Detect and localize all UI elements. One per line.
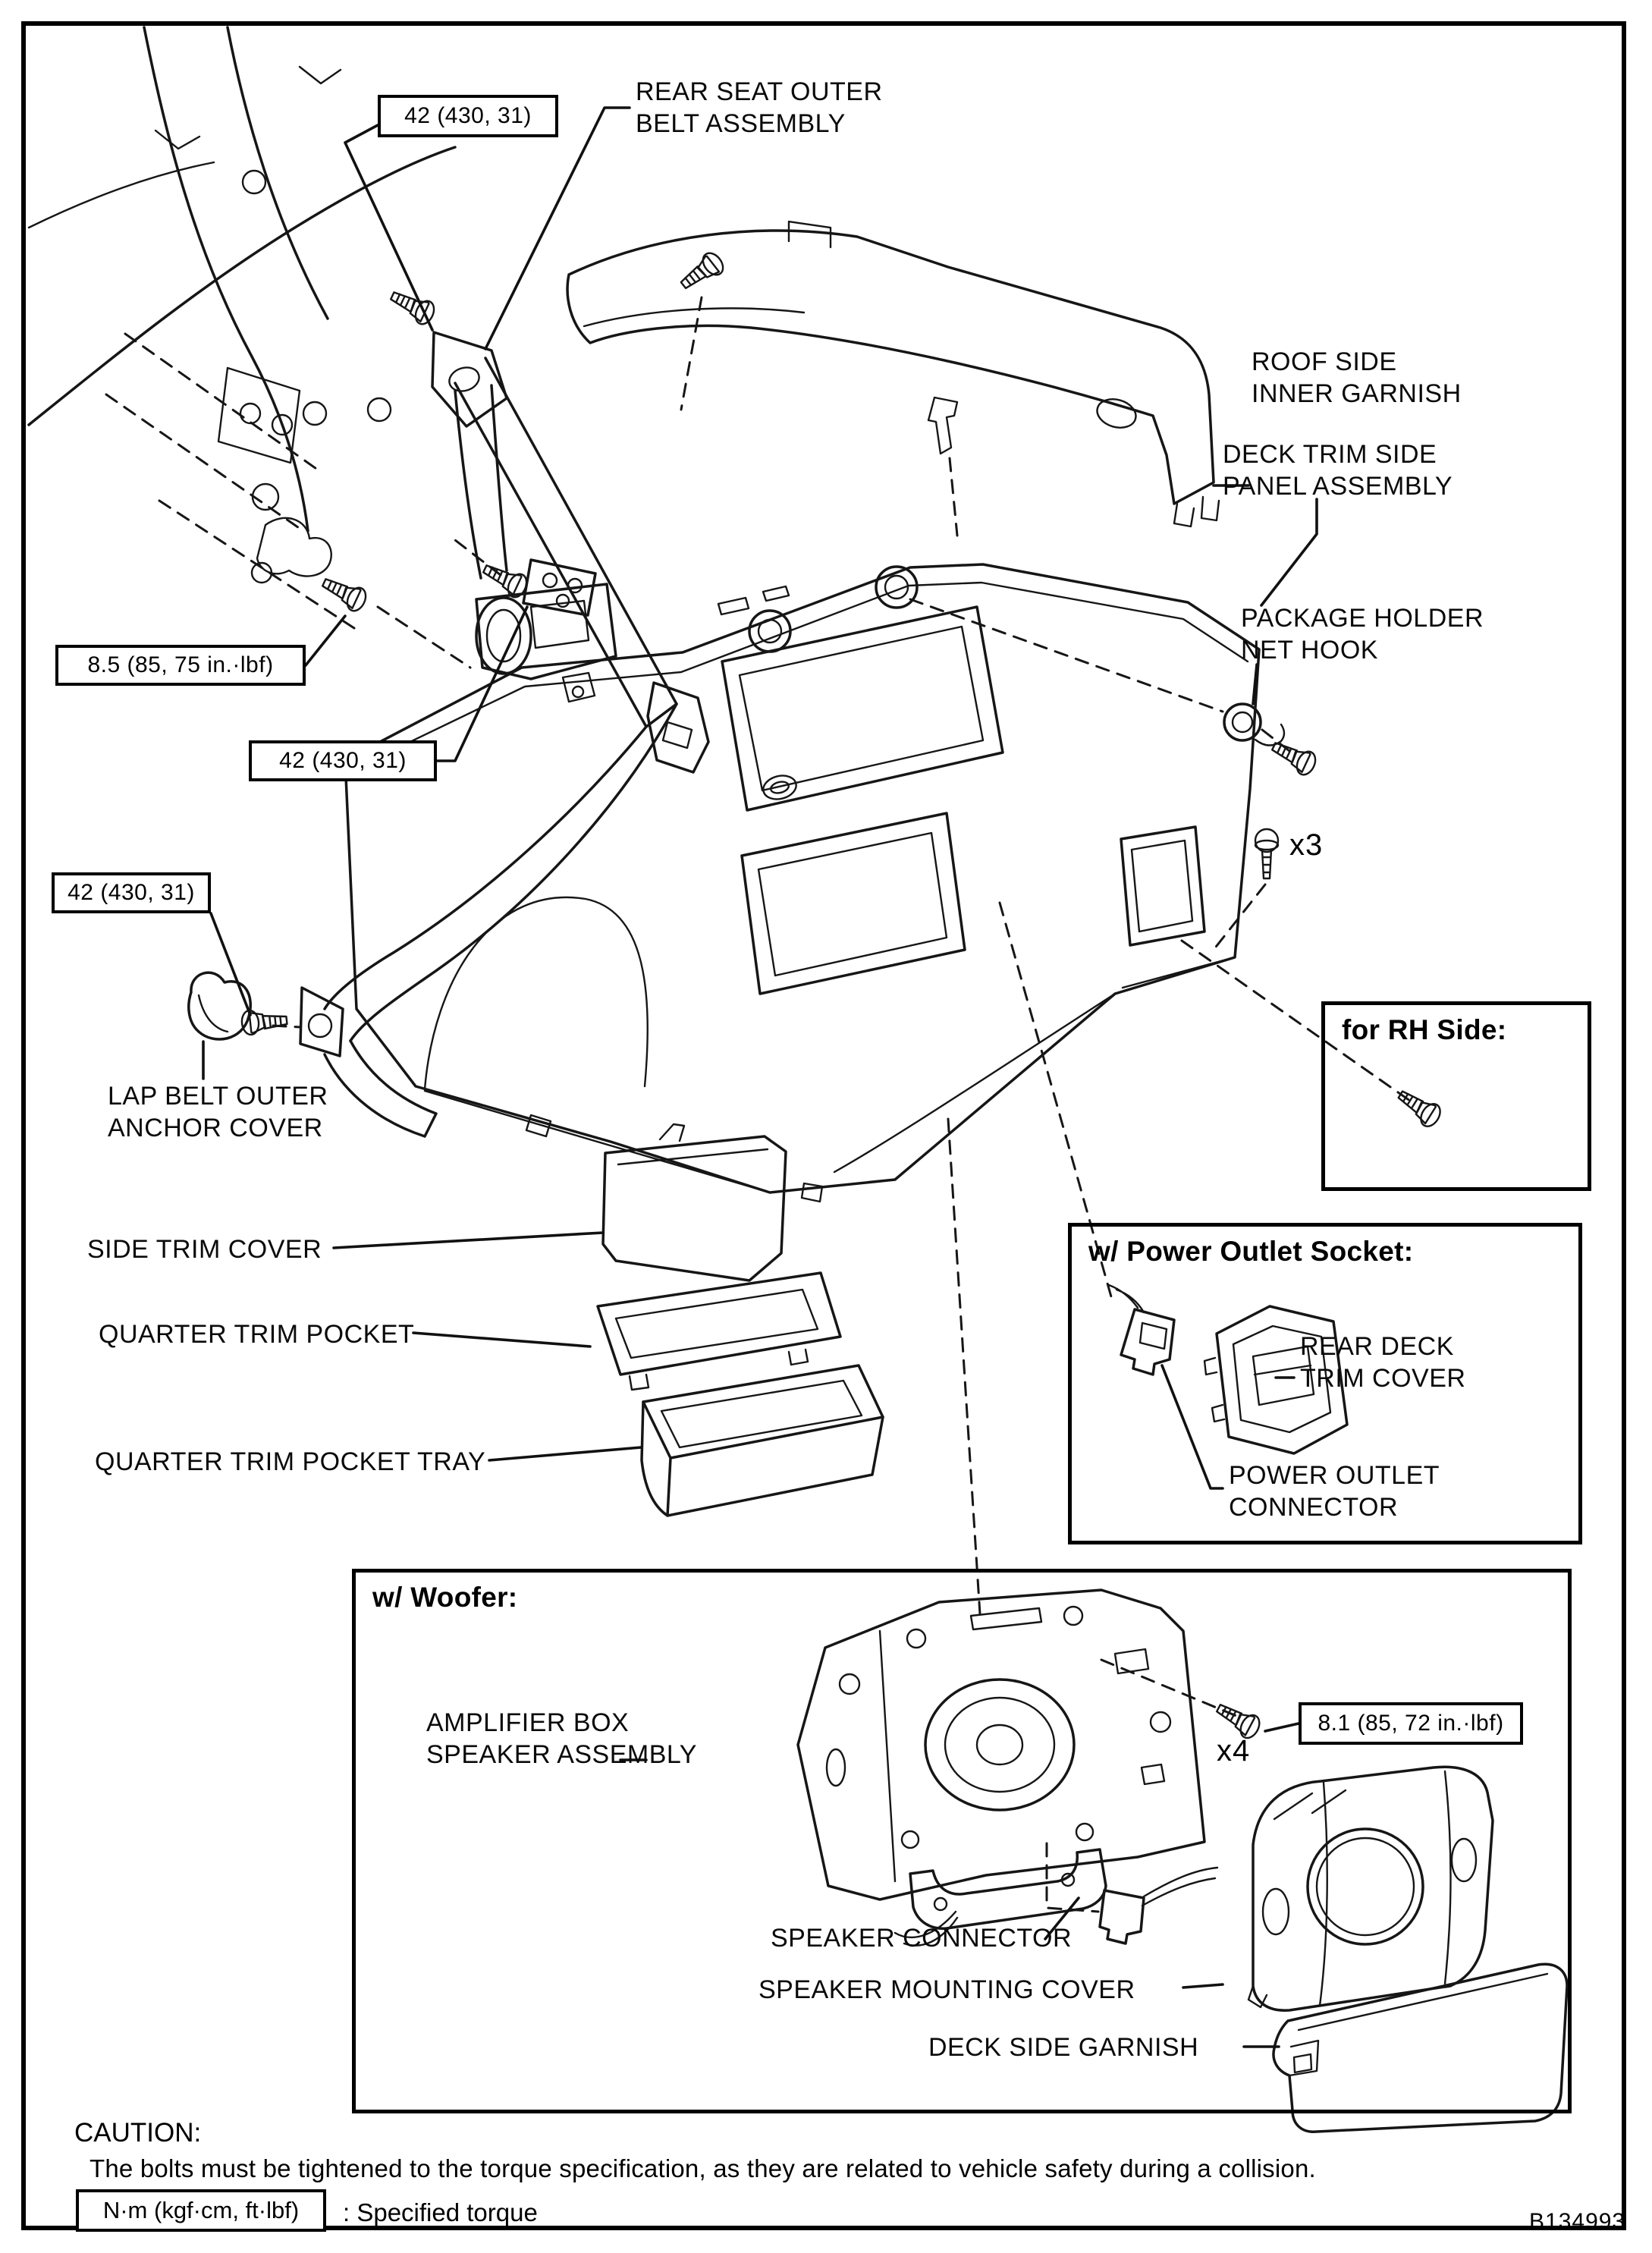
label-rear-deck-trim-cover: REAR DECK TRIM COVER xyxy=(1300,1332,1466,1394)
figure-code: B134993 xyxy=(1529,2209,1626,2234)
bolt-icon xyxy=(479,559,530,600)
inset-rh-side xyxy=(1321,1001,1591,1191)
clip-icon xyxy=(928,397,957,454)
label-speaker-mounting-cover: SPEAKER MOUNTING COVER xyxy=(758,1975,1135,2004)
bolt-icon xyxy=(677,250,727,297)
caution-title: CAUTION: xyxy=(74,2118,202,2148)
inset-woofer-title: w/ Woofer: xyxy=(372,1582,518,1613)
label-side-trim-cover: SIDE TRIM COVER xyxy=(87,1235,322,1264)
torque-box-retractor: 42 (430, 31) xyxy=(249,740,437,781)
bolt-icon xyxy=(1268,737,1319,778)
torque-box-lap-anchor: 42 (430, 31) xyxy=(52,872,211,913)
count-net-hook-screws: x3 xyxy=(1289,828,1324,862)
torque-box-small-screw: 8.5 (85, 75 in.·lbf) xyxy=(55,645,306,686)
screw-icon xyxy=(1255,829,1278,878)
label-roof-side-inner-garnish: ROOF SIDE INNER GARNISH xyxy=(1252,347,1462,409)
dashed-leader-woofer xyxy=(948,1119,980,1614)
count-woofer-bolts: x4 xyxy=(1217,1734,1251,1768)
quarter-trim-pocket-tray-part xyxy=(642,1365,883,1516)
label-power-outlet-connector: POWER OUTLET CONNECTOR xyxy=(1229,1461,1440,1522)
torque-legend-meaning: : Specified torque xyxy=(343,2198,538,2226)
roof-side-inner-garnish-part xyxy=(567,222,1219,536)
label-quarter-trim-pocket: QUARTER TRIM POCKET xyxy=(99,1320,415,1349)
rear-seat-outer-belt-assembly xyxy=(189,286,708,1136)
torque-box-woofer-bolt: 8.1 (85, 72 in.·lbf) xyxy=(1299,1702,1523,1745)
bolt-icon xyxy=(387,286,438,327)
label-package-holder-net-hook: PACKAGE HOLDER NET HOOK xyxy=(1241,604,1484,665)
label-deck-side-garnish: DECK SIDE GARNISH xyxy=(928,2033,1199,2062)
torque-box-belt-anchor-top: 42 (430, 31) xyxy=(378,95,558,137)
label-rear-seat-outer-belt: REAR SEAT OUTER BELT ASSEMBLY xyxy=(636,77,883,139)
inset-power-outlet-title: w/ Power Outlet Socket: xyxy=(1088,1236,1414,1267)
caution-body: The bolts must be tightened to the torque specification, as they are related to vehicle safety during a collision. xyxy=(90,2154,1316,2182)
bolt-icon xyxy=(319,573,369,614)
label-amplifier-box-speaker-assembly: AMPLIFIER BOX SPEAKER ASSEMBLY xyxy=(426,1708,697,1770)
label-quarter-trim-pocket-tray: QUARTER TRIM POCKET TRAY xyxy=(95,1447,486,1476)
label-deck-trim-side-panel: DECK TRIM SIDE PANEL ASSEMBLY xyxy=(1223,440,1453,501)
label-lap-belt-outer-anchor-cover: LAP BELT OUTER ANCHOR COVER xyxy=(108,1082,328,1143)
label-speaker-connector: SPEAKER CONNECTOR xyxy=(771,1924,1073,1953)
inset-rh-side-title: for RH Side: xyxy=(1342,1014,1507,1045)
torque-legend-symbol: N·m (kgf·cm, ft·lbf) xyxy=(76,2189,326,2232)
quarter-trim-pocket-part xyxy=(598,1273,840,1390)
